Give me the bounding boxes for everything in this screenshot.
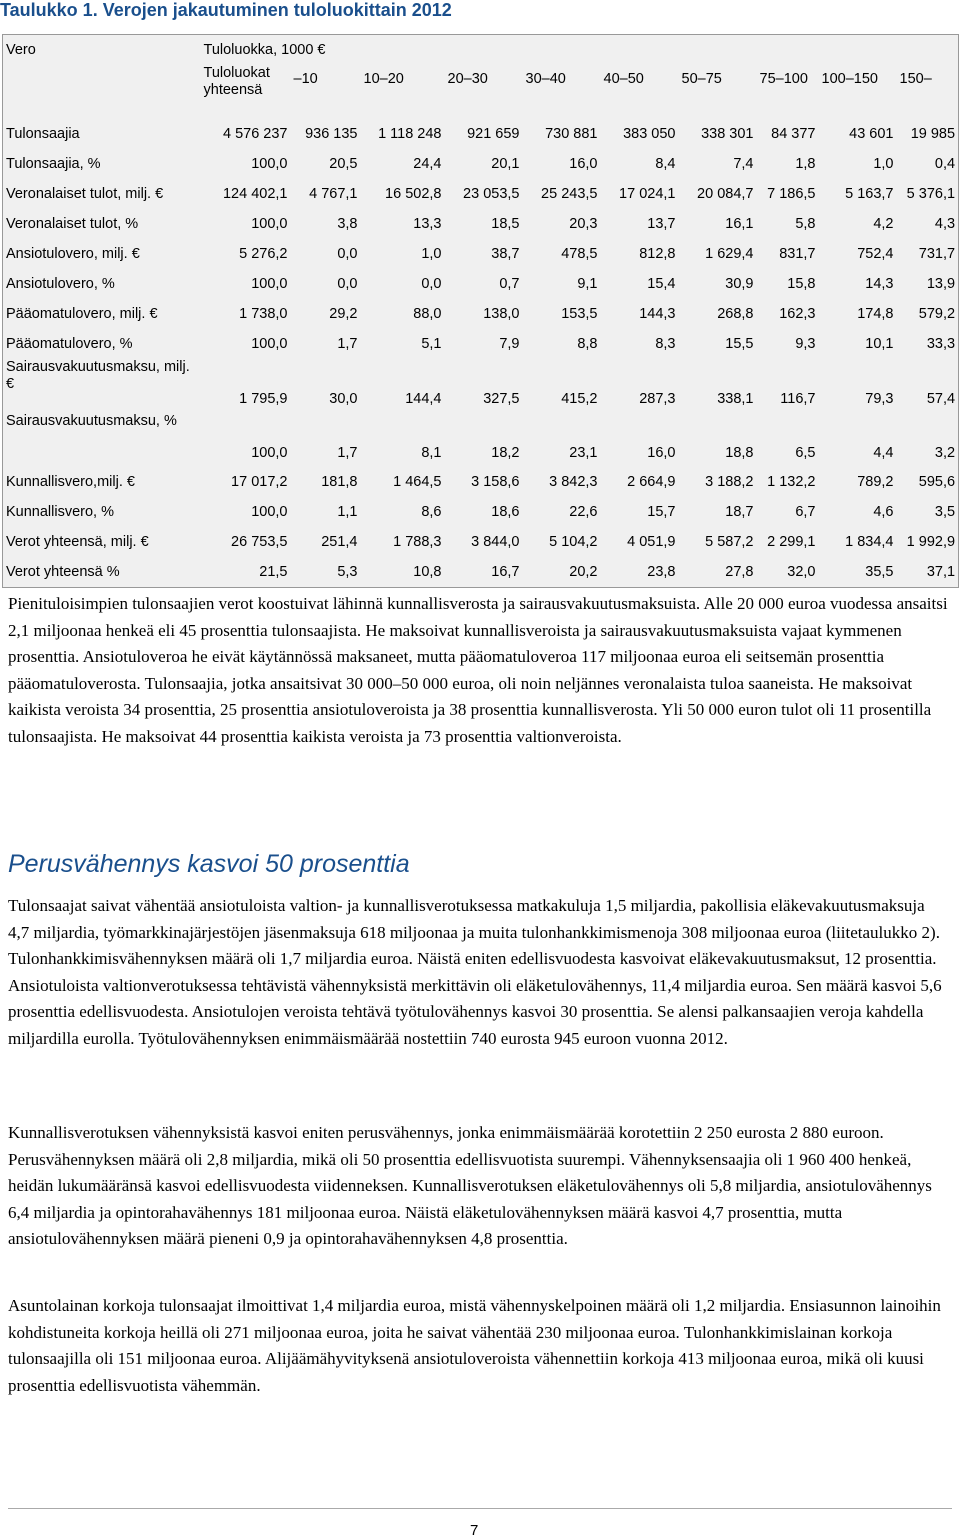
table-cell: 5 376,1 bbox=[906, 186, 956, 202]
column-header: 40–50 bbox=[603, 71, 644, 87]
table-cell: 0,7 bbox=[499, 276, 520, 292]
table-cell: 100,0 bbox=[251, 276, 288, 292]
table-cell: 10,8 bbox=[413, 564, 442, 580]
table-cell: 32,0 bbox=[787, 564, 816, 580]
paragraph-4: Asuntolainan korkoja tulonsaajat ilmoittivat 1,4 miljardia euroa, mistä vähennyskelpoinen määrä oli 1,2 miljardia. Ensiasunnon lainoihin kohdistuneita korkoja heillä oli 271 miljoonaa euroa, joita he saivat vähentää 230 miljoonaa euroa. Tulonhankkimislainan korkoja tulonsaajilla oli 151 miljoonaa euroa. Alijäämähyvityksenä ansiotuloveroista vähennettiin korkoja 413 miljoonaa euroa, mikä oli kuusi prosenttia edellisvuotista vähemmän. bbox=[8, 1296, 941, 1395]
table-cell: 3 844,0 bbox=[471, 534, 520, 550]
table-cell: 8,1 bbox=[421, 445, 442, 461]
table-row bbox=[3, 527, 959, 557]
column-header: 50–75 bbox=[681, 71, 722, 87]
table-cell: 251,4 bbox=[321, 534, 358, 550]
table-cell: 33,3 bbox=[926, 336, 956, 352]
column-header: 30–40 bbox=[525, 71, 566, 87]
table-row bbox=[3, 467, 959, 497]
column-header: 100–150 bbox=[821, 71, 878, 87]
table-cell: 789,2 bbox=[857, 474, 894, 490]
table-cell: 4 767,1 bbox=[309, 186, 358, 202]
table-row bbox=[3, 557, 959, 588]
table-cell: 181,8 bbox=[321, 474, 358, 490]
table-cell: 7,9 bbox=[499, 336, 520, 352]
table-cell: 338,1 bbox=[717, 391, 754, 407]
table-cell: 100,0 bbox=[251, 445, 288, 461]
table-cell: 1,1 bbox=[337, 504, 358, 520]
table-cell: 7,4 bbox=[733, 156, 754, 172]
table-cell: 18,7 bbox=[725, 504, 754, 520]
column-header: 10–20 bbox=[363, 71, 404, 87]
paragraph-1: Pienituloisimpien tulonsaajien verot koostuivat lähinnä kunnallisverosta ja sairausvakuutusmaksuista. Alle 20 000 euroa vuodessa ansaitsi 2,1 miljoonaa henkeä eli 45 prosenttia tulonsaajista. He maksoivat kunnallisveroista ja sairausvakuutusmaksuista vajaat kymmenen prosenttia. Ansiotuloveroa he eivät käytännössä maksaneet, mutta pääomatuloveroa 117 miljoonaa euroa eli seitsemän prosenttia pääomatuloverosta. Tulonsaajia, jotka ansaitsivat 30 000–50 000 euroa, oli noin neljännes veronalaista tuloa saaneista. He maksoivat kaikista veroista 34 prosenttia, 25 prosenttia ansiotuloveroista ja 38 prosenttia kunnallisverosta. Yli 50 000 euron tulot oli 11 prosentilla tulonsaajista. He maksoivat 44 prosenttia kaikista veroista ja 73 prosenttia valtionveroista. bbox=[8, 594, 948, 746]
table-cell: 18,6 bbox=[491, 504, 520, 520]
table-cell: 27,8 bbox=[725, 564, 754, 580]
table-cell: 2 299,1 bbox=[767, 534, 816, 550]
table-row bbox=[3, 239, 959, 269]
table-cell: 10,1 bbox=[865, 336, 894, 352]
table-cell: 338 301 bbox=[701, 126, 754, 142]
row-label: Verot yhteensä, milj. € bbox=[6, 533, 149, 550]
row-label: Sairausvakuutusmaksu, % bbox=[6, 413, 177, 429]
table-cell: 13,7 bbox=[647, 216, 676, 232]
page-number: 7 bbox=[470, 1522, 479, 1539]
table-cell: 37,1 bbox=[926, 564, 956, 580]
header-tuloluokka: Tuloluokka, 1000 € bbox=[203, 42, 326, 58]
table-cell: 0,0 bbox=[421, 276, 442, 292]
table-cell: 1 132,2 bbox=[767, 474, 816, 490]
table-cell: 162,3 bbox=[779, 306, 816, 322]
table-cell: 1 629,4 bbox=[705, 246, 754, 262]
table-row bbox=[3, 119, 959, 149]
table-cell: 8,4 bbox=[655, 156, 676, 172]
row-label: Verot yhteensä % bbox=[6, 563, 120, 580]
table-cell: 23,1 bbox=[569, 445, 598, 461]
table-cell: 4,3 bbox=[934, 216, 956, 232]
table-cell: 415,2 bbox=[561, 391, 598, 407]
row-label: Ansiotulovero, milj. € bbox=[6, 245, 140, 262]
table-cell: 20,5 bbox=[329, 156, 358, 172]
table-cell: 25 243,5 bbox=[541, 186, 598, 202]
section-heading: Perusvähennys kasvoi 50 prosenttia bbox=[8, 850, 410, 878]
table-cell: 15,5 bbox=[725, 336, 754, 352]
table-cell: 383 050 bbox=[623, 126, 676, 142]
table-cell: 3 188,2 bbox=[705, 474, 754, 490]
table-cell: 8,8 bbox=[577, 336, 598, 352]
table-cell: 43 601 bbox=[849, 126, 894, 142]
column-header: 20–30 bbox=[447, 71, 488, 87]
table-cell: 921 659 bbox=[467, 126, 520, 142]
table-cell: 23,8 bbox=[647, 564, 676, 580]
table-cell: 3,8 bbox=[337, 216, 358, 232]
table-cell: 5 104,2 bbox=[549, 534, 598, 550]
table-cell: 57,4 bbox=[926, 391, 956, 407]
table-cell: 88,0 bbox=[413, 306, 442, 322]
table-cell: 16,0 bbox=[569, 156, 598, 172]
table-cell: 4,4 bbox=[873, 445, 894, 461]
table-cell: 20,3 bbox=[569, 216, 598, 232]
table-cell: 6,7 bbox=[795, 504, 816, 520]
table-cell: 1,0 bbox=[873, 156, 894, 172]
table-cell: 1 464,5 bbox=[393, 474, 442, 490]
table-cell: 1,0 bbox=[421, 246, 442, 262]
row-label: Kunnallisvero,milj. € bbox=[6, 473, 135, 490]
table-cell: 812,8 bbox=[639, 246, 676, 262]
table-cell: 268,8 bbox=[717, 306, 754, 322]
table-cell: 18,5 bbox=[491, 216, 520, 232]
paragraph-3: Kunnallisverotuksen vähennyksistä kasvoi eniten perusvähennys, jonka enimmäismäärää korotettiin 2 250 eurosta 2 880 euroon. Perusvähennyksen määrä oli 2,8 miljardia, mikä oli 50 prosenttia edellisvuotista suurempi. Vähennyksensaajia oli 1 960 400 henkeä, heidän lukumääränsä kasvoi edellisvuodesta viidenneksen. Kunnallisverotuksen eläketulovähennys oli 5,8 miljardia, ansiotulovähennys 6,4 miljardia ja opintorahavähennys 181 miljoonaa euroa. Näistä eläketulovähennyksen määrä kasvoi 4,7 prosenttia, mutta ansiotulovähennyksen määrä pieneni 0,9 ja opintorahavähennyksen 4,8 prosenttia. bbox=[8, 1123, 932, 1249]
table-cell: 1 834,4 bbox=[845, 534, 894, 550]
table-cell: 731,7 bbox=[918, 246, 956, 262]
table-cell: 16,7 bbox=[491, 564, 520, 580]
table-cell: 13,9 bbox=[926, 276, 956, 292]
table-cell: 29,2 bbox=[329, 306, 358, 322]
table-caption: Taulukko 1. Verojen jakautuminen tuloluokittain 2012 bbox=[0, 0, 452, 20]
table-cell: 831,7 bbox=[779, 246, 816, 262]
table-cell: 16,0 bbox=[647, 445, 676, 461]
table-cell: 1,7 bbox=[337, 445, 358, 461]
footer-divider bbox=[8, 1508, 952, 1509]
table-row bbox=[3, 149, 959, 179]
table-cell: 0,4 bbox=[934, 156, 956, 172]
table-row bbox=[3, 497, 959, 527]
table-cell: 4,2 bbox=[873, 216, 894, 232]
table-cell: 144,4 bbox=[405, 391, 442, 407]
table-cell: 3,2 bbox=[934, 445, 956, 461]
table-cell: 20,1 bbox=[491, 156, 520, 172]
column-header: Tuloluokat yhteensä bbox=[203, 65, 270, 98]
table-cell: 35,5 bbox=[865, 564, 894, 580]
table-row bbox=[3, 413, 959, 467]
table-row bbox=[3, 299, 959, 329]
row-label: Ansiotulovero, % bbox=[6, 275, 115, 292]
table-cell: 4 576 237 bbox=[222, 126, 288, 142]
table-cell: 9,3 bbox=[795, 336, 816, 352]
table-cell: 38,7 bbox=[491, 246, 520, 262]
table-cell: 1,8 bbox=[795, 156, 816, 172]
table-row bbox=[3, 209, 959, 239]
table-cell: 595,6 bbox=[918, 474, 956, 490]
table-row bbox=[3, 269, 959, 299]
table-row bbox=[3, 359, 959, 413]
table-cell: 16,1 bbox=[725, 216, 754, 232]
table-cell: 20,2 bbox=[569, 564, 598, 580]
table-row bbox=[3, 179, 959, 209]
table-cell: 13,3 bbox=[413, 216, 442, 232]
table-cell: 0,0 bbox=[337, 246, 358, 262]
table-cell: 24,4 bbox=[413, 156, 442, 172]
table-cell: 174,8 bbox=[857, 306, 894, 322]
column-header: 75–100 bbox=[759, 71, 808, 87]
tax-distribution-table bbox=[2, 34, 959, 588]
table-cell: 100,0 bbox=[251, 156, 288, 172]
table-cell: 116,7 bbox=[780, 391, 816, 407]
table-cell: 20 084,7 bbox=[697, 186, 754, 202]
table-cell: 14,3 bbox=[865, 276, 894, 292]
table-cell: 752,4 bbox=[857, 246, 894, 262]
table-cell: 15,4 bbox=[647, 276, 676, 292]
row-label: Veronalaiset tulot, % bbox=[6, 215, 139, 232]
table-cell: 144,3 bbox=[639, 306, 676, 322]
table-cell: 5 163,7 bbox=[845, 186, 894, 202]
table-cell: 30,9 bbox=[725, 276, 754, 292]
table-cell: 30,0 bbox=[329, 391, 358, 407]
table-cell: 730 881 bbox=[545, 126, 598, 142]
table-cell: 936 135 bbox=[305, 126, 358, 142]
table-cell: 287,3 bbox=[639, 391, 676, 407]
table-cell: 0,0 bbox=[337, 276, 358, 292]
paragraph-2: Tulonsaajat saivat vähentää ansiotuloista valtion- ja kunnallisverotuksessa matkakuluja 1,5 miljardia, pakollisia eläkevakuutusmaksuja 4,7 miljardia, työmarkkinajärjestöjen jäsenmaksuja 618 miljoonaa ja muita tulonhankkimismenoja 308 miljoonaa euroa (liitetaulukko 2). Tulonhankkimisvähennyksen määrä oli 1,7 miljardia euroa. Näistä eniten edellisvuodesta kasvoivat eläkevakuutusmaksut, 12 prosenttia. Ansiotuloista valtionverotuksessa tehtävistä vähennyksistä merkittävin oli eläketulovähennys, 11,4 miljardia euroa. Sen määrä kasvoi 5,6 prosenttia edellisvuodesta. Ansiotulojen veroista tehtävä työtulovähennys kasvoi 30 prosenttia. Se alensi palkansaajien veroja kahdella miljardilla eurolla. Työtulovähennyksen enimmäismäärää nostettiin 740 eurosta 945 euroon vuonna 2012. bbox=[8, 896, 942, 1048]
table-cell: 17 024,1 bbox=[619, 186, 676, 202]
table-cell: 8,3 bbox=[655, 336, 676, 352]
row-label: Kunnallisvero, % bbox=[6, 503, 114, 520]
table-cell: 84 377 bbox=[771, 126, 816, 142]
table-cell: 1 992,9 bbox=[906, 534, 956, 550]
row-label: Sairausvakuutusmaksu, milj. € bbox=[6, 359, 190, 392]
table-cell: 1 738,0 bbox=[239, 306, 288, 322]
table-cell: 100,0 bbox=[251, 336, 288, 352]
table-cell: 23 053,5 bbox=[463, 186, 520, 202]
table-cell: 2 664,9 bbox=[627, 474, 676, 490]
table-cell: 1 118 248 bbox=[378, 126, 442, 142]
table-cell: 15,7 bbox=[647, 504, 676, 520]
table-cell: 4 051,9 bbox=[627, 534, 676, 550]
table-cell: 3 842,3 bbox=[549, 474, 598, 490]
table-cell: 5,3 bbox=[337, 564, 358, 580]
table-cell: 1,7 bbox=[337, 336, 358, 352]
table-cell: 478,5 bbox=[561, 246, 598, 262]
header-empty bbox=[3, 65, 201, 119]
table-cell: 79,3 bbox=[865, 391, 894, 407]
table-cell: 3 158,6 bbox=[471, 474, 520, 490]
row-label: Veronalaiset tulot, milj. € bbox=[6, 185, 164, 202]
column-header: –10 bbox=[293, 71, 318, 87]
table-cell: 5 276,2 bbox=[239, 246, 288, 262]
table-cell: 6,5 bbox=[795, 445, 816, 461]
table-cell: 26 753,5 bbox=[231, 534, 288, 550]
table-cell: 19 985 bbox=[910, 126, 956, 142]
table-cell: 7 186,5 bbox=[767, 186, 816, 202]
row-label: Tulonsaajia bbox=[6, 125, 80, 142]
table-cell: 5,8 bbox=[795, 216, 816, 232]
table-cell: 9,1 bbox=[577, 276, 598, 292]
table-cell: 153,5 bbox=[561, 306, 598, 322]
table-cell: 100,0 bbox=[251, 216, 288, 232]
table-cell: 18,2 bbox=[491, 445, 520, 461]
table-cell: 8,6 bbox=[421, 504, 442, 520]
table-cell: 18,8 bbox=[725, 445, 754, 461]
table-cell: 138,0 bbox=[483, 306, 520, 322]
table-cell: 5 587,2 bbox=[705, 534, 754, 550]
table-cell: 3,5 bbox=[934, 504, 956, 520]
row-label: Tulonsaajia, % bbox=[6, 155, 101, 172]
header-vero: Vero bbox=[6, 41, 36, 58]
row-label: Pääomatulovero, milj. € bbox=[6, 305, 158, 322]
table-cell: 100,0 bbox=[251, 504, 288, 520]
table-cell: 4,6 bbox=[873, 504, 894, 520]
table-row bbox=[3, 329, 959, 359]
table-cell: 1 788,3 bbox=[393, 534, 442, 550]
table-cell: 15,8 bbox=[787, 276, 816, 292]
table-cell: 22,6 bbox=[569, 504, 598, 520]
table-cell: 17 017,2 bbox=[231, 474, 288, 490]
row-label: Pääomatulovero, % bbox=[6, 335, 133, 352]
table-cell: 5,1 bbox=[421, 336, 442, 352]
table-cell: 579,2 bbox=[918, 306, 956, 322]
table-cell: 124 402,1 bbox=[222, 186, 288, 202]
table-cell: 327,5 bbox=[483, 391, 520, 407]
table-cell: 16 502,8 bbox=[385, 186, 442, 202]
table-cell: 21,5 bbox=[259, 564, 288, 580]
column-header: 150– bbox=[899, 71, 932, 87]
table-cell: 1 795,9 bbox=[239, 391, 288, 407]
